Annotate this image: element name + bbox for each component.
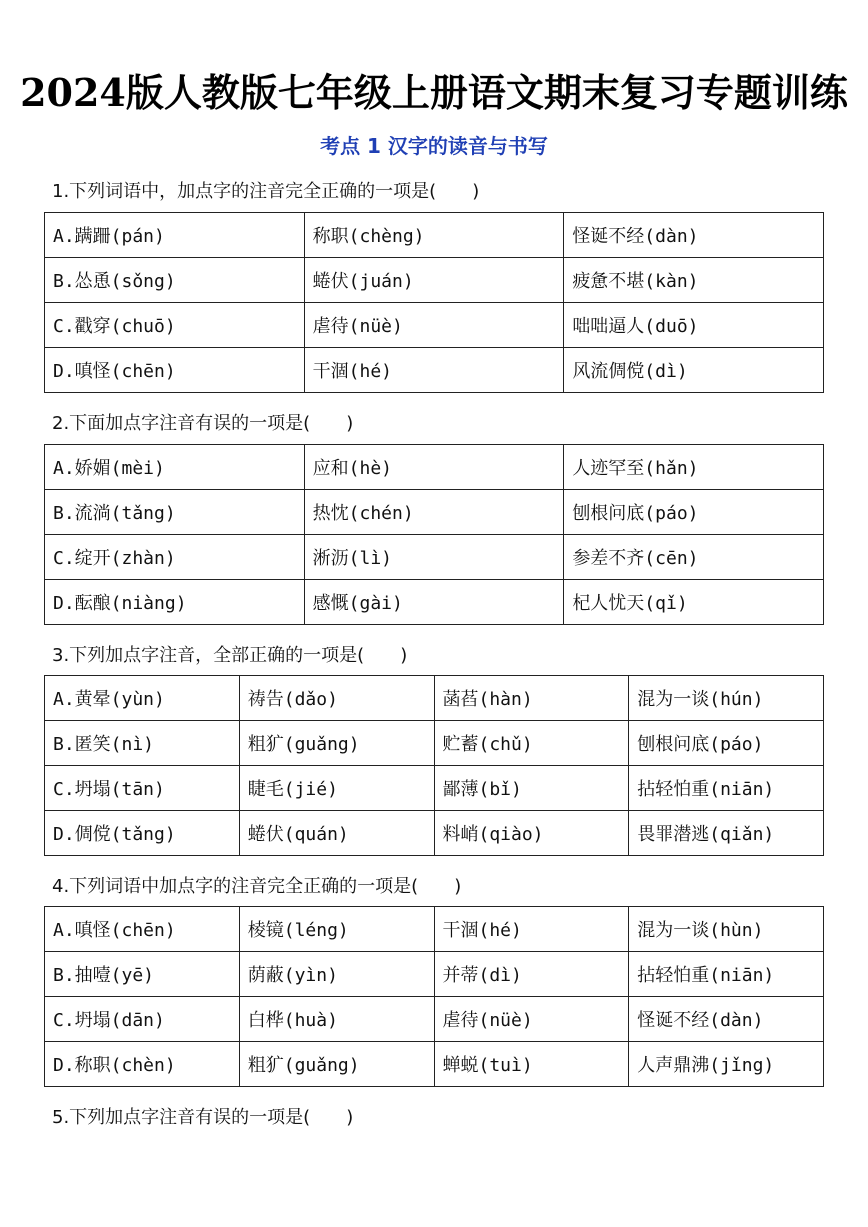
option-cell: 咄咄逼人(duō) (564, 303, 824, 348)
option-row (45, 811, 824, 856)
option-cell: 干涸(hé) (434, 907, 629, 952)
option-cell: A.黄晕(yùn) (45, 676, 240, 721)
option-row (45, 997, 824, 1042)
page-title: 2024版人教版七年级上册语文期末复习专题训练 (20, 70, 848, 115)
option-cell: 粗犷(guǎng) (239, 1042, 434, 1087)
option-cell: 荫蔽(yìn) (239, 952, 434, 997)
option-cell: A.娇媚(mèi) (45, 445, 305, 490)
option-row (45, 490, 824, 535)
option-cell: 混为一谈(hún) (629, 676, 824, 721)
option-cell: 应和(hè) (304, 445, 564, 490)
option-row (45, 907, 824, 952)
option-cell: 热忱(chén) (304, 490, 564, 535)
option-cell: B.怂恿(sǒng) (45, 258, 305, 303)
option-row (45, 258, 824, 303)
option-row (45, 952, 824, 997)
option-cell: B.匿笑(nì) (45, 721, 240, 766)
option-cell: 疲惫不堪(kàn) (564, 258, 824, 303)
option-cell: B.抽噎(yē) (45, 952, 240, 997)
question-stem: 1.下列词语中，加点字的注音完全正确的一项是( ) (52, 181, 480, 202)
options-table (44, 444, 824, 625)
options-table (44, 675, 824, 856)
option-row (45, 580, 824, 625)
option-cell: C.坍塌(dān) (45, 997, 240, 1042)
option-cell: D.酝酿(niàng) (45, 580, 305, 625)
option-cell: C.坍塌(tān) (45, 766, 240, 811)
option-row (45, 303, 824, 348)
option-row (45, 213, 824, 258)
option-cell: 参差不齐(cēn) (564, 535, 824, 580)
option-row (45, 445, 824, 490)
option-cell: 畏罪潜逃(qiǎn) (629, 811, 824, 856)
option-row (45, 676, 824, 721)
option-cell: 虐待(nüè) (434, 997, 629, 1042)
option-cell: D.嗔怪(chēn) (45, 348, 305, 393)
option-cell: 蜷伏(juán) (304, 258, 564, 303)
option-cell: D.倜傥(tǎng) (45, 811, 240, 856)
option-cell: B.流淌(tǎng) (45, 490, 305, 535)
question-stem: 5.下列加点字注音有误的一项是( ) (52, 1107, 354, 1128)
option-cell: 鄙薄(bǐ) (434, 766, 629, 811)
option-cell: 干涸(hé) (304, 348, 564, 393)
option-cell: 刨根问底(páo) (629, 721, 824, 766)
option-cell: 料峭(qiào) (434, 811, 629, 856)
options-table (44, 212, 824, 393)
option-cell: 白桦(huà) (239, 997, 434, 1042)
section-subtitle: 考点 1 汉字的读音与书写 (320, 134, 548, 158)
option-cell: 拈轻怕重(niān) (629, 766, 824, 811)
question-stem: 2.下面加点字注音有误的一项是( ) (52, 413, 354, 434)
options-table (44, 906, 824, 1087)
option-cell: 人声鼎沸(jǐng) (629, 1042, 824, 1087)
option-cell: 风流倜傥(dì) (564, 348, 824, 393)
option-cell: 怪诞不经(dàn) (564, 213, 824, 258)
option-cell: 菡萏(hàn) (434, 676, 629, 721)
option-row (45, 348, 824, 393)
option-cell: 拈轻怕重(niān) (629, 952, 824, 997)
question-stem: 3.下列加点字注音，全部正确的一项是( ) (52, 645, 408, 666)
option-cell: D.称职(chèn) (45, 1042, 240, 1087)
option-cell: 蜷伏(quán) (239, 811, 434, 856)
option-cell: A.嗔怪(chēn) (45, 907, 240, 952)
question-stem: 4.下列词语中加点字的注音完全正确的一项是( ) (52, 876, 462, 897)
option-cell: 并蒂(dì) (434, 952, 629, 997)
option-cell: 刨根问底(páo) (564, 490, 824, 535)
option-cell: 淅沥(lì) (304, 535, 564, 580)
option-cell: 睫毛(jié) (239, 766, 434, 811)
option-row (45, 766, 824, 811)
option-cell: 棱镜(léng) (239, 907, 434, 952)
option-cell: 称职(chèng) (304, 213, 564, 258)
option-cell: 怪诞不经(dàn) (629, 997, 824, 1042)
option-cell: A.蹒跚(pán) (45, 213, 305, 258)
option-cell: 贮蓄(chǔ) (434, 721, 629, 766)
option-row (45, 721, 824, 766)
option-cell: 人迹罕至(hǎn) (564, 445, 824, 490)
option-cell: 混为一谈(hùn) (629, 907, 824, 952)
option-cell: 蝉蜕(tuì) (434, 1042, 629, 1087)
option-cell: C.戳穿(chuō) (45, 303, 305, 348)
option-cell: 粗犷(guǎng) (239, 721, 434, 766)
option-cell: 祷告(dǎo) (239, 676, 434, 721)
option-cell: 感慨(gài) (304, 580, 564, 625)
option-cell: 虐待(nüè) (304, 303, 564, 348)
option-cell: 杞人忧天(qǐ) (564, 580, 824, 625)
option-row (45, 1042, 824, 1087)
option-row (45, 535, 824, 580)
option-cell: C.绽开(zhàn) (45, 535, 305, 580)
